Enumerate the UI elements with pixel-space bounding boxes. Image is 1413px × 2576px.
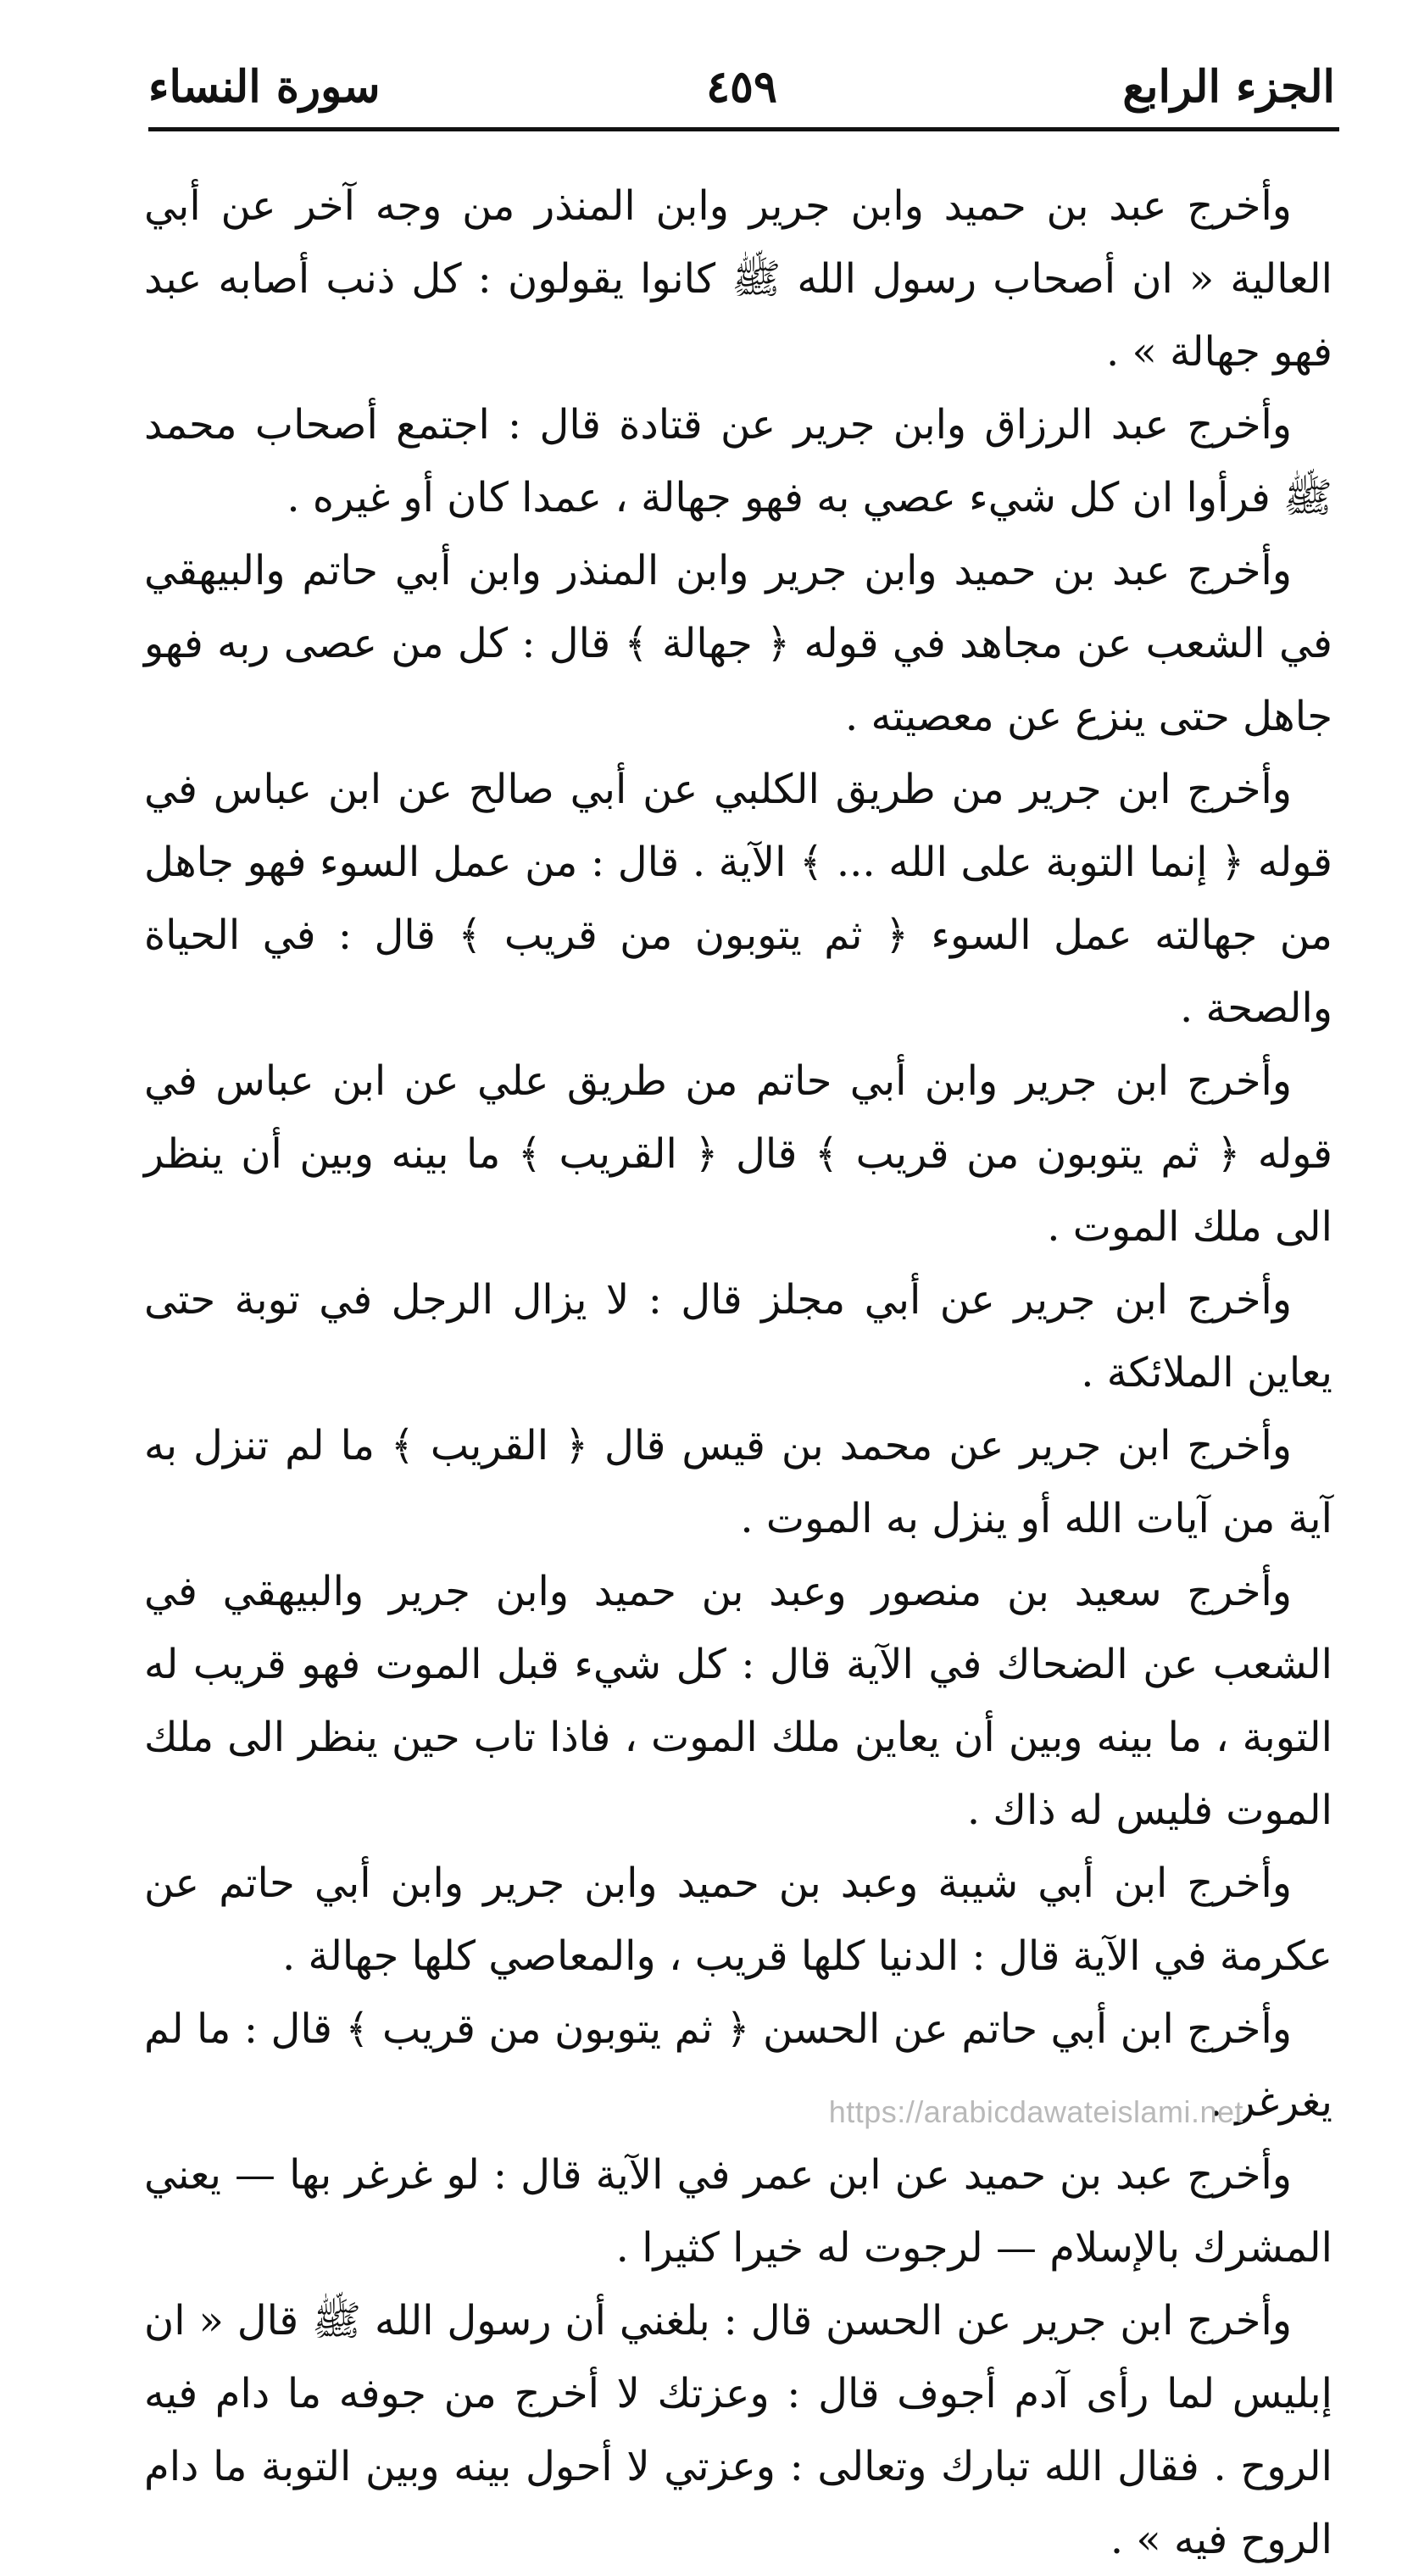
watermark-url: https://arabicdawateislami.net: [828, 2094, 1243, 2129]
surah-label: سورة النساء: [148, 61, 381, 113]
paragraph: وأخرج ابن جرير وابن أبي حاتم من طريق علي عن ابن عباس في قوله ﴿ ثم يتوبون من قريب ﴾ قال ﴿ القريب ﴾ ما بينه وبين أن ينظر الى ملك الموت .: [144, 1057, 1332, 1251]
paragraph: وأخرج عبد بن حميد وابن جرير وابن المنذر من وجه آخر عن أبي العالية « ان أصحاب رسول الله ﷺ كانوا يقولون : كل ذنب أصابه عبد فهو جهالة » .: [144, 182, 1332, 376]
paragraph: وأخرج عبد الرزاق وابن جرير عن قتادة قال : اجتمع أصحاب محمد ﷺ فرأوا ان كل شيء عصي به فهو جهالة ، عمدا كان أو غيره .: [144, 401, 1332, 521]
page-body: [144, 170, 1332, 2576]
paragraph: وأخرج ابن جرير عن أبي مجلز قال : لا يزال الرجل في توبة حتى يعاين الملائكة .: [144, 1276, 1332, 1397]
paragraph: وأخرج ابن أبي شيبة وعبد بن حميد وابن جرير وابن أبي حاتم عن عكرمة في الآية قال : الدنيا كلها قريب ، والمعاصي كلها جهالة .: [144, 1860, 1332, 1980]
paragraph: وأخرج ابن جرير عن محمد بن قيس قال ﴿ القريب ﴾ ما لم تنزل به آية من آيات الله أو ينزل به الموت .: [144, 1422, 1332, 1542]
paragraph: وأخرج ابن جرير عن الحسن قال : بلغني أن رسول الله ﷺ قال « ان إبليس لما رأى آدم أجوف قال : وعزتك لا أخرج من جوفه ما دام فيه الروح . فقال الله تبارك وتعالى : وعزتي لا أحول بينه وبين التوبة ما دام الروح فيه » .: [144, 2297, 1332, 2563]
part-label: الجزء الرابع: [1122, 61, 1335, 113]
header-rule: [148, 127, 1339, 131]
paragraph: وأخرج عبد بن حميد وابن جرير وابن المنذر وابن أبي حاتم والبيهقي في الشعب عن مجاهد في قوله ﴿ جهالة ﴾ قال : كل من عصى ربه فهو جاهل حتى ينزع عن معصيته .: [144, 547, 1332, 740]
paragraph: وأخرج ابن أبي حاتم عن الحسن ﴿ ثم يتوبون من قريب ﴾ قال : ما لم يغرغر .: [144, 2005, 1332, 2126]
page-header: [148, 49, 1335, 125]
paragraph: وأخرج ابن جرير من طريق الكلبي عن أبي صالح عن ابن عباس في قوله ﴿ إنما التوبة على الله ... ﴾ الآية . قال : من عمل السوء فهو جاهل من جهالته عمل السوء ﴿ ثم يتوبون من قريب ﴾ قال : في الحياة والصحة .: [144, 766, 1332, 1032]
paragraph: وأخرج عبد بن حميد عن ابن عمر في الآية قال : لو غرغر بها — يعني المشرك بالإسلام — لرجوت له خيرا كثيرا .: [144, 2151, 1332, 2272]
paragraph: وأخرج سعيد بن منصور وعبد بن حميد وابن جرير والبيهقي في الشعب عن الضحاك في الآية قال : كل شيء قبل الموت فهو قريب له التوبة ، ما بينه وبين أن يعاين ملك الموت ، فاذا تاب حين ينظر الى ملك الموت فليس له ذاك .: [144, 1568, 1332, 1834]
page-number: ٤٥٩: [706, 61, 777, 113]
